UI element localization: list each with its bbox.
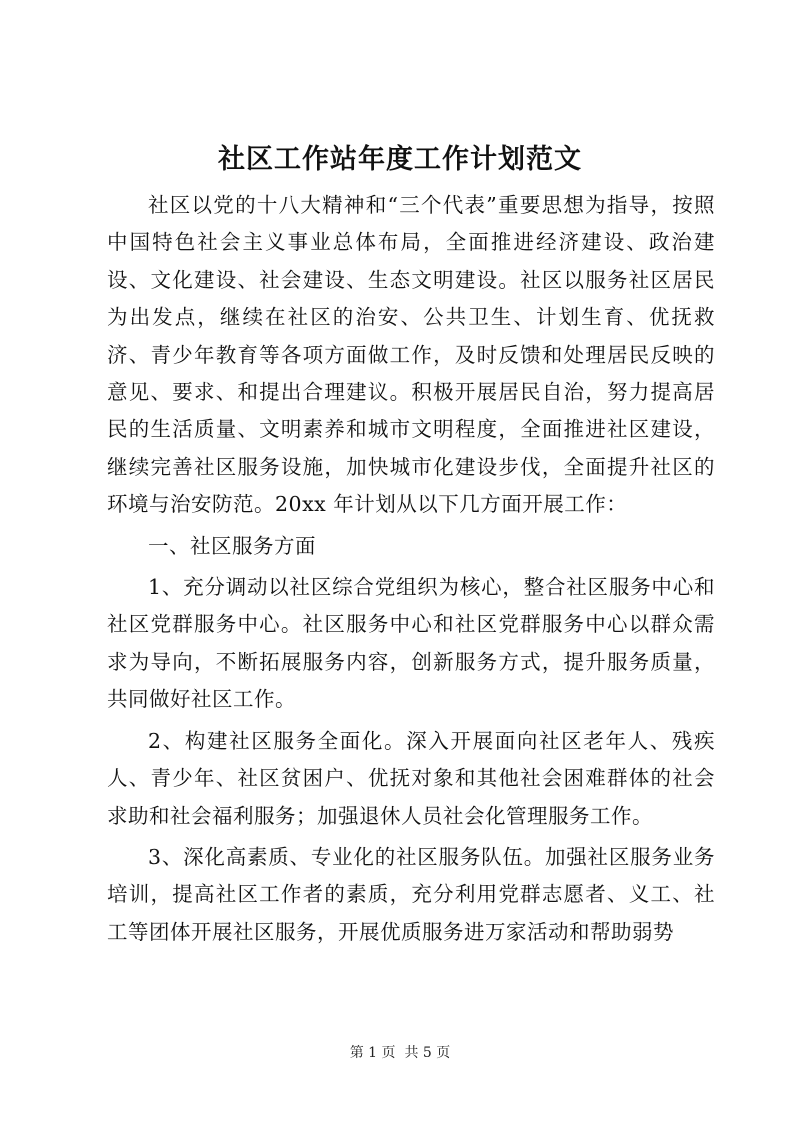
list-item-1: 1、充分调动以社区综合党组织为核心，整合社区服务中心和社区党群服务中心。社区服务中心和社区党群服务中心以群众需求为导向，不断拓展服务内容，创新服务方式，提升服务质量，共同做好社区工作。 bbox=[107, 575, 715, 712]
document-title: 社区工作站年度工作计划范文 bbox=[218, 144, 582, 175]
document-body bbox=[107, 187, 715, 951]
list-item-3: 3、深化高素质、专业化的社区服务队伍。加强社区服务业务培训，提高社区工作者的素质，充分利用党群志愿者、义工、社工等团体开展社区服务，开展优质服务进万家活动和帮助弱势 bbox=[107, 844, 715, 944]
page-number: 第 1 页 共 5 页 bbox=[349, 1045, 451, 1061]
section-heading-community-service: 一、社区服务方面 bbox=[148, 533, 316, 558]
intro-paragraph: 社区以党的十八大精神和“三个代表”重要思想为指导，按照中国特色社会主义事业总体布局，全面推进经济建设、政治建设、文化建设、社会建设、生态文明建设。社区以服务社区居民为出发点，继续在社区的治安、公共卫生、计划生育、优抚救济、青少年教育等各项方面做工作，及时反馈和处理居民反映的意见、要求、和提出合理建议。积极开展居民自治，努力提高居民的生活质量、文明素养和城市文明程度，全面推进社区建设，继续完善社区服务设施，加快城市化建设步伐，全面提升社区的环境与治安防范。20xx 年计划从以下几方面开展工作： bbox=[107, 193, 715, 517]
page-footer bbox=[0, 1043, 800, 1063]
list-item-2: 2、构建社区服务全面化。深入开展面向社区老年人、残疾人、青少年、社区贫困户、优抚对象和其他社会困难群体的社会求助和社会福利服务；加强退休人员社会化管理服务工作。 bbox=[107, 728, 715, 828]
